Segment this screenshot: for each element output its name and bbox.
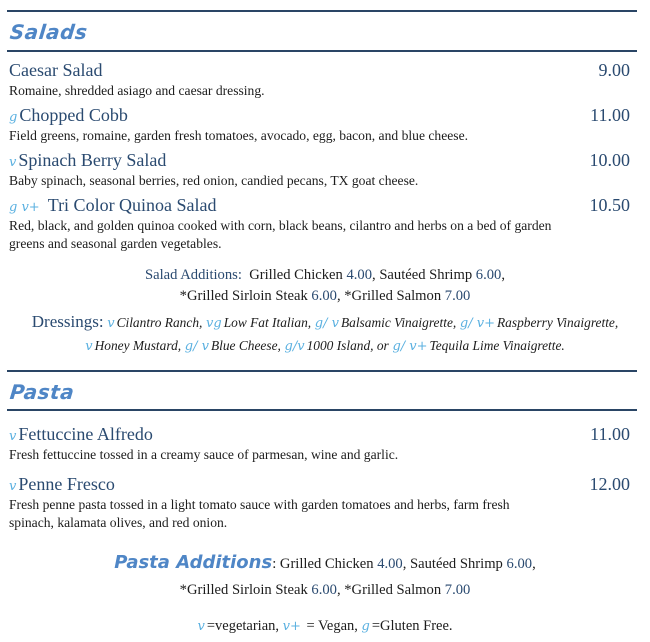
salads-bottom-rule bbox=[7, 50, 637, 52]
vegetarian-icon: v bbox=[9, 479, 17, 494]
pasta-top-rule bbox=[7, 370, 637, 372]
menu-item-fettuccine-alfredo bbox=[9, 424, 630, 464]
dressing-name: Blue Cheese, bbox=[210, 338, 281, 353]
addition-price: 7.00 bbox=[444, 288, 471, 304]
item-description-line-1: Fresh penne pasta tossed in a light tomato sauce with garden tomatoes and herbs, farm fresh bbox=[9, 497, 510, 512]
gluten-free-vegan-icon: g/ v+ bbox=[392, 339, 428, 354]
addition-text: Grilled Chicken bbox=[249, 267, 347, 283]
item-name: Spinach Berry Salad bbox=[18, 150, 167, 170]
item-price: 10.50 bbox=[589, 195, 630, 215]
item-price: 11.00 bbox=[590, 105, 630, 125]
item-description: Field greens, romaine, garden fresh tomatoes, avocado, egg, bacon, and blue cheese. bbox=[9, 128, 468, 143]
gluten-free-icon: g bbox=[361, 619, 370, 634]
gluten-free-vegan-icon: g/ v+ bbox=[459, 316, 495, 331]
addition-text: Grilled Chicken bbox=[279, 556, 378, 572]
dressing-name: Tequila Lime Vinaigrette. bbox=[429, 338, 565, 353]
dressing-name: Honey Mustard, bbox=[94, 338, 182, 353]
gluten-free-vegan-icon: g v+ bbox=[9, 200, 40, 215]
item-price: 12.00 bbox=[589, 474, 630, 494]
vegetarian-icon: v bbox=[85, 339, 93, 354]
pasta-section-title: Pasta bbox=[8, 380, 76, 404]
item-name: Penne Fresco bbox=[18, 474, 115, 494]
vegetarian-icon: v bbox=[9, 155, 17, 170]
addition-text: , bbox=[501, 267, 505, 283]
item-name: Caesar Salad bbox=[9, 60, 103, 80]
item-description-line-2: spinach, kalamata olives, and red onion. bbox=[9, 515, 228, 530]
legend-text: =vegetarian, bbox=[206, 618, 280, 634]
salads-top-rule bbox=[7, 10, 637, 12]
addition-price: 6.00 bbox=[506, 556, 533, 572]
item-price: 10.00 bbox=[589, 150, 630, 170]
addition-text: , Sautéed Shrimp bbox=[402, 556, 507, 572]
menu-item-caesar-salad bbox=[9, 60, 630, 100]
menu-item-penne-fresco bbox=[9, 474, 630, 532]
menu-item-tri-color-quinoa-salad bbox=[9, 195, 630, 253]
menu-item-chopped-cobb bbox=[9, 105, 630, 145]
dressing-name: 1000 Island, or bbox=[306, 338, 389, 353]
gluten-free-vegetarian-icon: g/ v bbox=[184, 339, 209, 354]
item-price: 11.00 bbox=[590, 424, 630, 444]
vegetarian-icon: v bbox=[107, 316, 115, 331]
item-description: Fresh fettuccine tossed in a creamy sauce of parmesan, wine and garlic. bbox=[9, 447, 399, 462]
item-description: Baby spinach, seasonal berries, red onion, candied pecans, TX goat cheese. bbox=[9, 173, 419, 188]
vegetarian-icon: v bbox=[197, 619, 205, 634]
item-price: 9.00 bbox=[598, 60, 630, 80]
salads-section-title: Salads bbox=[8, 20, 89, 44]
dressings bbox=[0, 311, 650, 358]
addition-text: *Grilled Sirloin Steak bbox=[179, 288, 312, 304]
gluten-free-vegetarian-icon: g/ v bbox=[314, 316, 339, 331]
addition-text: , Sautéed Shrimp bbox=[372, 267, 476, 283]
menu-item-spinach-berry-salad bbox=[9, 150, 630, 190]
pasta-bottom-rule bbox=[7, 409, 637, 411]
addition-text: , bbox=[532, 556, 536, 572]
diet-legend bbox=[0, 618, 650, 635]
salad-additions bbox=[0, 265, 650, 307]
addition-text: , *Grilled Salmon bbox=[336, 288, 445, 304]
addition-text: , *Grilled Salmon bbox=[336, 582, 445, 598]
salad-additions-label: Salad Additions: bbox=[145, 267, 242, 283]
dressing-name: Low Fat Italian, bbox=[223, 315, 312, 330]
item-description-line-1: Red, black, and golden quinoa cooked with corn, black beans, cilantro and herbs on a bed of garden bbox=[9, 218, 552, 233]
pasta-additions bbox=[0, 550, 650, 603]
addition-text: *Grilled Sirloin Steak bbox=[179, 582, 312, 598]
pasta-additions-label: Pasta Additions bbox=[114, 552, 273, 573]
vegetarian-gluten-free-icon: vg bbox=[206, 316, 222, 331]
gluten-free-vegetarian-icon: g/v bbox=[284, 339, 305, 354]
addition-price: 6.00 bbox=[475, 267, 502, 283]
dressing-name: Balsamic Vinaigrette, bbox=[340, 315, 457, 330]
colon: : bbox=[272, 556, 277, 572]
dressing-name: Raspberry Vinaigrette, bbox=[496, 315, 619, 330]
item-name: Fettuccine Alfredo bbox=[18, 424, 153, 444]
addition-price: 4.00 bbox=[346, 267, 373, 283]
vegetarian-icon: v bbox=[9, 429, 17, 444]
item-description-line-2: greens and seasonal garden vegetables. bbox=[9, 236, 222, 251]
dressings-label: Dressings: bbox=[31, 312, 104, 331]
addition-price: 7.00 bbox=[444, 582, 471, 598]
addition-price: 6.00 bbox=[311, 582, 337, 598]
item-name: Tri Color Quinoa Salad bbox=[47, 195, 217, 215]
addition-price: 6.00 bbox=[311, 288, 337, 304]
vegan-icon: v+ bbox=[282, 619, 301, 634]
legend-text: =Gluten Free. bbox=[371, 618, 453, 634]
item-name: Chopped Cobb bbox=[19, 105, 128, 125]
gluten-free-icon: g bbox=[9, 110, 18, 125]
item-description: Romaine, shredded asiago and caesar dressing. bbox=[9, 83, 265, 98]
dressing-name: Cilantro Ranch, bbox=[116, 315, 203, 330]
legend-text: = Vegan, bbox=[302, 618, 358, 634]
addition-price: 4.00 bbox=[377, 556, 403, 572]
